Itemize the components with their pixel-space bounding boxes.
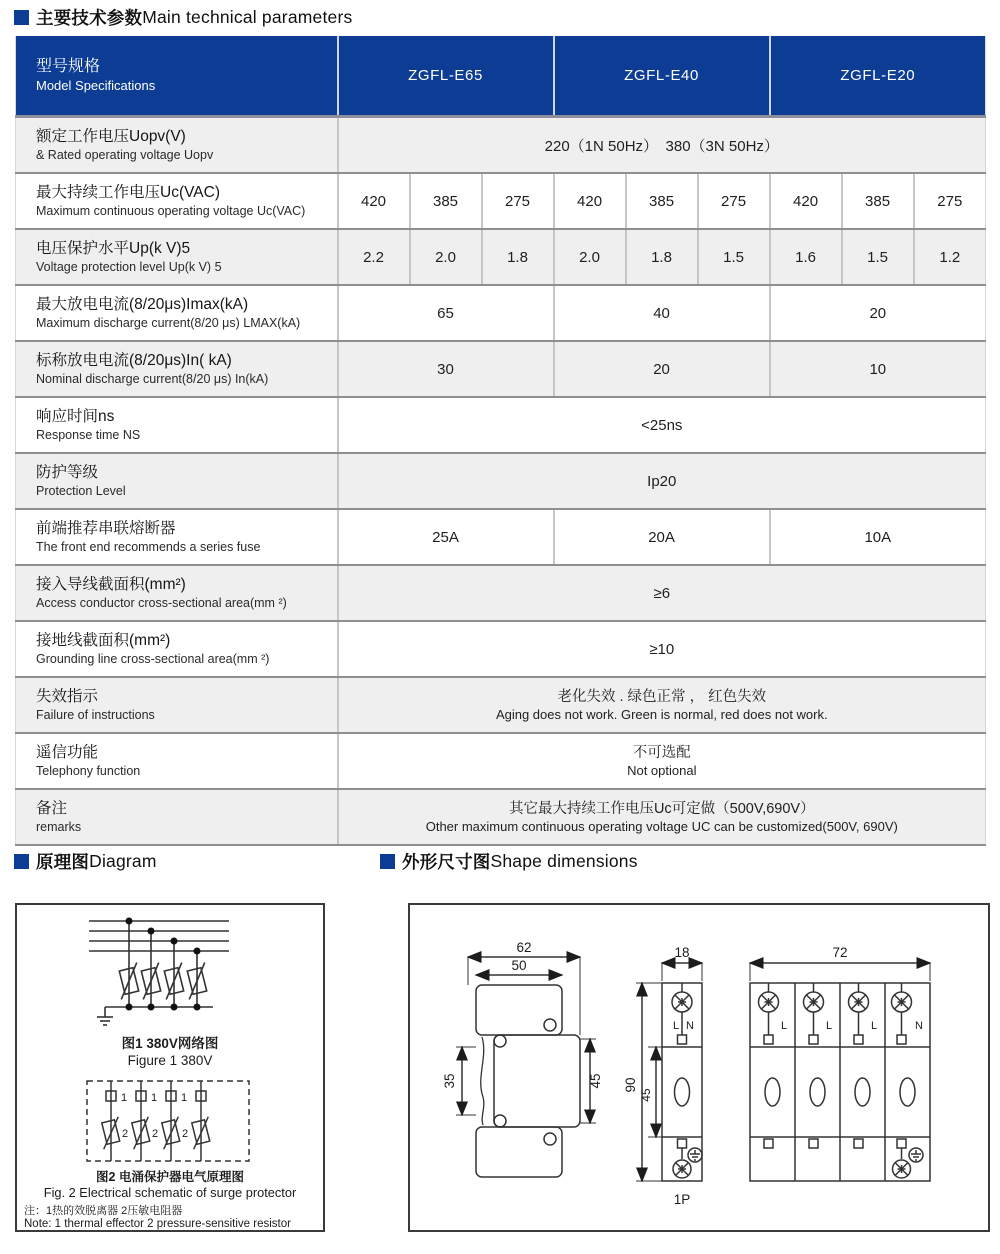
dim-50: 50 [511, 958, 527, 973]
module [849, 983, 871, 1148]
value-cell: 65 [338, 285, 554, 341]
side-view-drawing [456, 957, 596, 1177]
figure1-caption-zh: 图1 380V网络图 [121, 1036, 219, 1051]
table-row [16, 453, 986, 509]
table-row [16, 397, 986, 453]
table-row [16, 565, 986, 621]
branch [187, 1081, 215, 1161]
table-row [16, 117, 986, 174]
figure1-caption-en: Figure 1 380V [127, 1053, 213, 1068]
value-cell: 2.2 [338, 229, 410, 285]
screw-terminal-icon [849, 992, 869, 1012]
row-label: 最大放电电流(8/20μs)Imax(kA) Maximum discharge current(8/20 μs) LMAX(kA) [16, 285, 338, 341]
module [804, 983, 826, 1148]
shape-dimensions-box [408, 903, 990, 1232]
value-cell: 2.0 [410, 229, 482, 285]
table-row [16, 341, 986, 397]
terminal-label-n: N [686, 1020, 694, 1032]
value-cell: 1.8 [626, 229, 698, 285]
row-label: 最大持续工作电压Uc(VAC) Maximum continuous operating voltage Uc(VAC) [16, 173, 338, 229]
svg-text:L: L [780, 1020, 788, 1032]
value-cell: 385 [842, 173, 914, 229]
model-col-zgfl-e40: ZGFL-E40 [554, 36, 770, 117]
main-title [14, 5, 352, 30]
shape-title-zh: 外形尺寸图 [402, 852, 491, 872]
varistor-symbol [113, 963, 144, 1000]
value-cell: 220（1N 50Hz） 380（3N 50Hz） [338, 117, 986, 174]
value-cell: 不可选配 Not optional [338, 733, 986, 789]
svg-text:1: 1 [151, 1092, 158, 1104]
module [892, 983, 924, 1178]
table-header-row [16, 36, 986, 117]
table-row [16, 229, 986, 285]
dim-45-front: 45 [639, 1088, 653, 1102]
table-row [16, 789, 986, 845]
svg-text:2: 2 [182, 1128, 189, 1140]
shape-dimensions-svg [410, 905, 988, 1230]
model-col-zgfl-e65: ZGFL-E65 [338, 36, 554, 117]
value-cell: 385 [626, 173, 698, 229]
value-cell: 20 [554, 341, 770, 397]
terminal-label-l: L [672, 1020, 680, 1032]
row-label: 备注 remarks [16, 789, 338, 845]
earth-icon [909, 1148, 923, 1162]
svg-text:2: 2 [152, 1128, 159, 1140]
value-cell: 老化失效 . 绿色正常 ， 红色失效 Aging does not work. Green is normal, red does not work. [338, 677, 986, 733]
value-cell: 2.0 [554, 229, 626, 285]
row-label: 额定工作电压Uopv(V) & Rated operating voltage Uopv [16, 117, 338, 174]
model-spec-header-zh: 型号规格 [36, 57, 101, 75]
value-cell: ≥10 [338, 621, 986, 677]
table-row [16, 677, 986, 733]
value-cell: 1.8 [482, 229, 554, 285]
value-cell: 1.6 [770, 229, 842, 285]
diagram-section-title [14, 849, 157, 874]
diagram-title-en: Diagram [89, 851, 157, 871]
svg-text:L: L [870, 1020, 878, 1032]
table-row [16, 621, 986, 677]
row-label: 遥信功能 Telephony function [16, 733, 338, 789]
varistor-symbol [181, 963, 212, 1000]
value-cell: 275 [914, 173, 986, 229]
blue-square-icon [14, 10, 29, 25]
blue-square-icon [14, 854, 29, 869]
figure2-caption-en: Fig. 2 Electrical schematic of surge protector [43, 1185, 297, 1200]
main-title-en: Main technical parameters [142, 7, 353, 27]
spec-table [15, 36, 986, 846]
dim-72: 72 [832, 945, 848, 960]
model-col-zgfl-e20: ZGFL-E20 [770, 36, 986, 117]
blue-square-icon [380, 854, 395, 869]
screw-terminal-icon [759, 992, 779, 1012]
dim-62: 62 [516, 940, 532, 955]
value-cell: 10A [770, 509, 986, 565]
note-en: Note: 1 thermal effector 2 pressure-sensitive resistor [24, 1218, 291, 1230]
value-cell: 1.2 [914, 229, 986, 285]
value-cell: <25ns [338, 397, 986, 453]
row-label: 防护等级 Protection Level [16, 453, 338, 509]
row-label: 响应时间ns Response time NS [16, 397, 338, 453]
svg-text:N: N [915, 1020, 923, 1032]
earth-icon [688, 1148, 702, 1162]
value-cell: 25A [338, 509, 554, 565]
row-label: 电压保护水平Up(k V)5 Voltage protection level Up(k V) 5 [16, 229, 338, 285]
front-view-1p [636, 963, 702, 1181]
value-cell: ≥6 [338, 565, 986, 621]
svg-text:2: 2 [122, 1128, 129, 1140]
label-1p: 1P [673, 1192, 691, 1207]
value-cell: 275 [698, 173, 770, 229]
screw-terminal-icon [673, 1160, 691, 1178]
value-cell: 420 [338, 173, 410, 229]
dim-18: 18 [674, 945, 690, 960]
module [759, 983, 781, 1148]
row-label: 前端推荐串联熔断器 The front end recommends a series fuse [16, 509, 338, 565]
value-cell: 420 [554, 173, 626, 229]
value-cell: 其它最大持续工作电压Uc可定做（500V,690V） Other maximum continuous operating voltage UC can be customized(500V, 690V) [338, 789, 986, 845]
model-spec-header [16, 36, 338, 117]
table-row [16, 733, 986, 789]
row-label: 失效指示 Failure of instructions [16, 677, 338, 733]
value-cell: 1.5 [698, 229, 770, 285]
main-title-zh: 主要技术参数 [36, 8, 143, 28]
screw-terminal-icon [892, 992, 912, 1012]
screw-terminal-icon [804, 992, 824, 1012]
value-cell: 30 [338, 341, 554, 397]
svg-text:L: L [825, 1020, 833, 1032]
dim-35: 35 [442, 1073, 457, 1089]
figure2-caption-zh: 图2 电涌保护器电气原理图 [96, 1170, 244, 1184]
value-cell: Ip20 [338, 453, 986, 509]
varistor-symbol [158, 963, 189, 1000]
varistor-symbol [135, 963, 166, 1000]
row-label: 标称放电电流(8/20μs)In( kA) Nominal discharge current(8/20 μs) In(kA) [16, 341, 338, 397]
value-cell: 40 [554, 285, 770, 341]
svg-text:1: 1 [121, 1092, 128, 1104]
shape-section-title [380, 849, 638, 874]
value-cell: 1.5 [842, 229, 914, 285]
row-label: 接入导线截面积(mm²) Access conductor cross-sectional area(mm ²) [16, 565, 338, 621]
value-cell: 10 [770, 341, 986, 397]
figure1-network-diagram [89, 918, 229, 1026]
value-cell: 385 [410, 173, 482, 229]
front-view-4p [750, 963, 930, 1181]
value-cell: 275 [482, 173, 554, 229]
value-cell: 20A [554, 509, 770, 565]
table-row [16, 173, 986, 229]
svg-text:1: 1 [181, 1092, 188, 1104]
ground-symbol [97, 1007, 113, 1025]
row-label: 接地线截面积(mm²) Grounding line cross-sectional area(mm ²) [16, 621, 338, 677]
value-cell: 20 [770, 285, 986, 341]
dim-90: 90 [623, 1077, 638, 1093]
dim-45-side: 45 [588, 1073, 603, 1089]
value-cell: 420 [770, 173, 842, 229]
circuit-diagram-svg [17, 905, 323, 1230]
note-zh: 注：1热的效脱离器 2压敏电阻器 [24, 1205, 183, 1217]
screw-terminal-icon [672, 992, 692, 1012]
model-spec-header-en: Model Specifications [36, 78, 156, 94]
diagram-title-zh: 原理图 [36, 852, 90, 872]
figure2-schematic [87, 1081, 249, 1161]
screw-terminal-icon [893, 1160, 911, 1178]
table-row [16, 509, 986, 565]
shape-title-en: Shape dimensions [490, 851, 638, 871]
table-row [16, 285, 986, 341]
circuit-diagram-box [15, 903, 325, 1232]
